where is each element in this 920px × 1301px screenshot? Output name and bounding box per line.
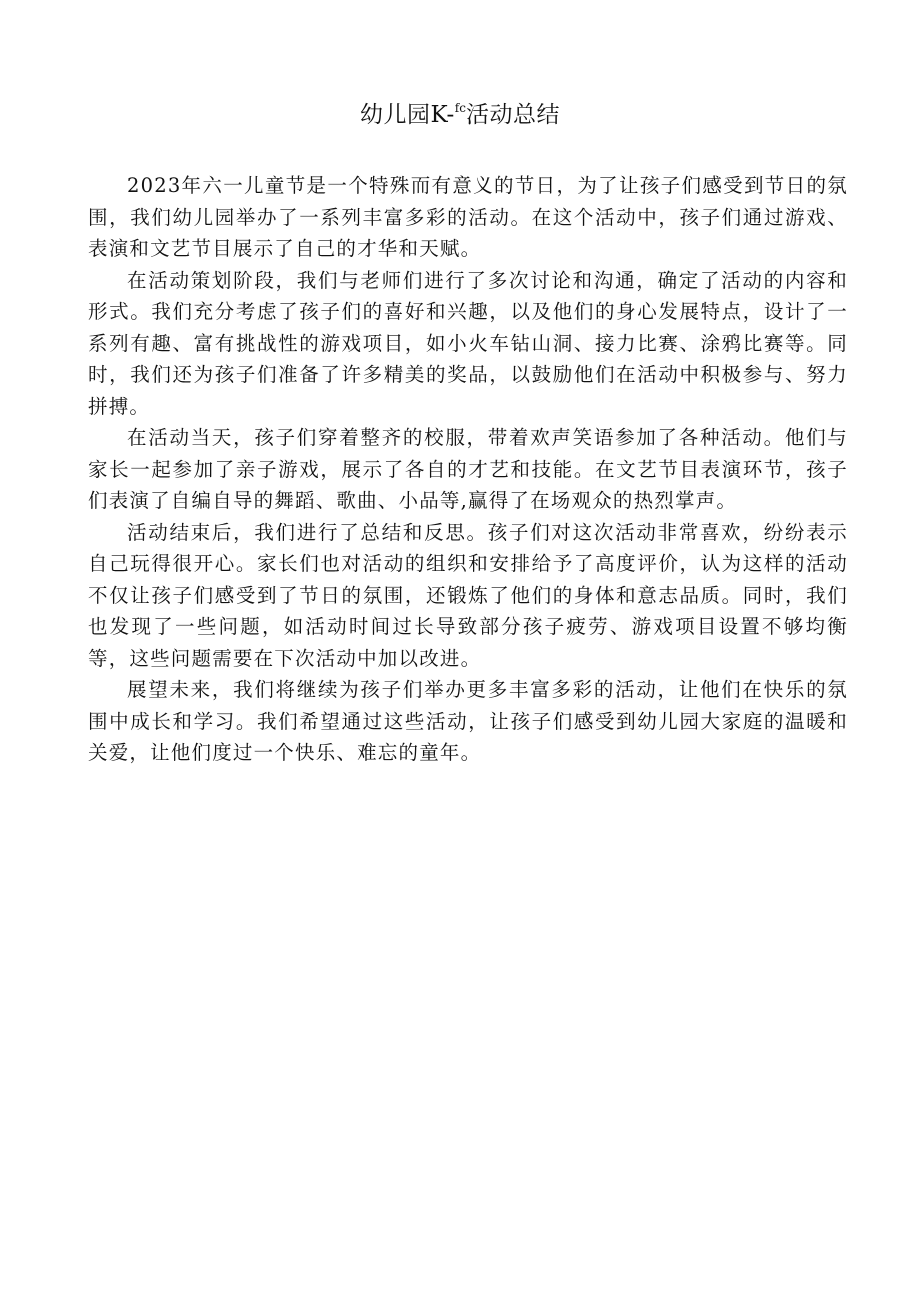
paragraph-planning: 在活动策划阶段，我们与老师们进行了多次讨论和沟通，确定了活动的内容和形式。我们充分考虑了孩子们的喜好和兴趣，以及他们的身心发展特点，设计了一系列有趣、富有挑战性的游戏项目，如小火车钻山洞、接力比赛、涂鸦比赛等。同时，我们还为孩子们准备了许多精美的奖品，以鼓励他们在活动中积极参与、努力拼搏。	[88, 268, 848, 418]
title-suffix: 活动总结	[465, 102, 560, 128]
paragraph-outlook: 展望未来，我们将继续为孩子们举办更多丰富多彩的活动，让他们在快乐的氛围中成长和学习。我们希望通过这些活动，让孩子们感受到幼儿园大家庭的温暖和关爱，让他们度过一个快乐、难忘的童年。	[88, 678, 848, 764]
document-body	[88, 170, 848, 769]
paragraph-review: 活动结束后，我们进行了总结和反思。孩子们对这次活动非常喜欢，纷纷表示自己玩得很开心。家长们也对活动的组织和安排给予了高度评价，认为这样的活动不仅让孩子们感受到了节日的氛围，还锻炼了他们的身体和意志品质。同时，我们也发现了一些问题，如活动时间过长导致部分孩子疲劳、游戏项目设置不够均衡等，这些问题需要在下次活动中加以改进。	[88, 520, 848, 670]
paragraph-event-day: 在活动当天，孩子们穿着整齐的校服，带着欢声笑语参加了各种活动。他们与家长一起参加了亲子游戏，展示了各自的才艺和技能。在文艺节目表演环节，孩子们表演了自编自导的舞蹈、歌曲、小品等,赢得了在场观众的热烈掌声。	[88, 426, 848, 512]
title-prefix: 幼儿园K-	[360, 102, 455, 128]
page-title	[0, 90, 920, 133]
paragraph-intro: 2023年六一儿童节是一个特殊而有意义的节日，为了让孩子们感受到节日的氛围，我们幼儿园举办了一系列丰富多彩的活动。在这个活动中，孩子们通过游戏、表演和文艺节目展示了自己的才华和天赋。	[88, 174, 848, 260]
title-superscript: fc	[454, 101, 466, 115]
